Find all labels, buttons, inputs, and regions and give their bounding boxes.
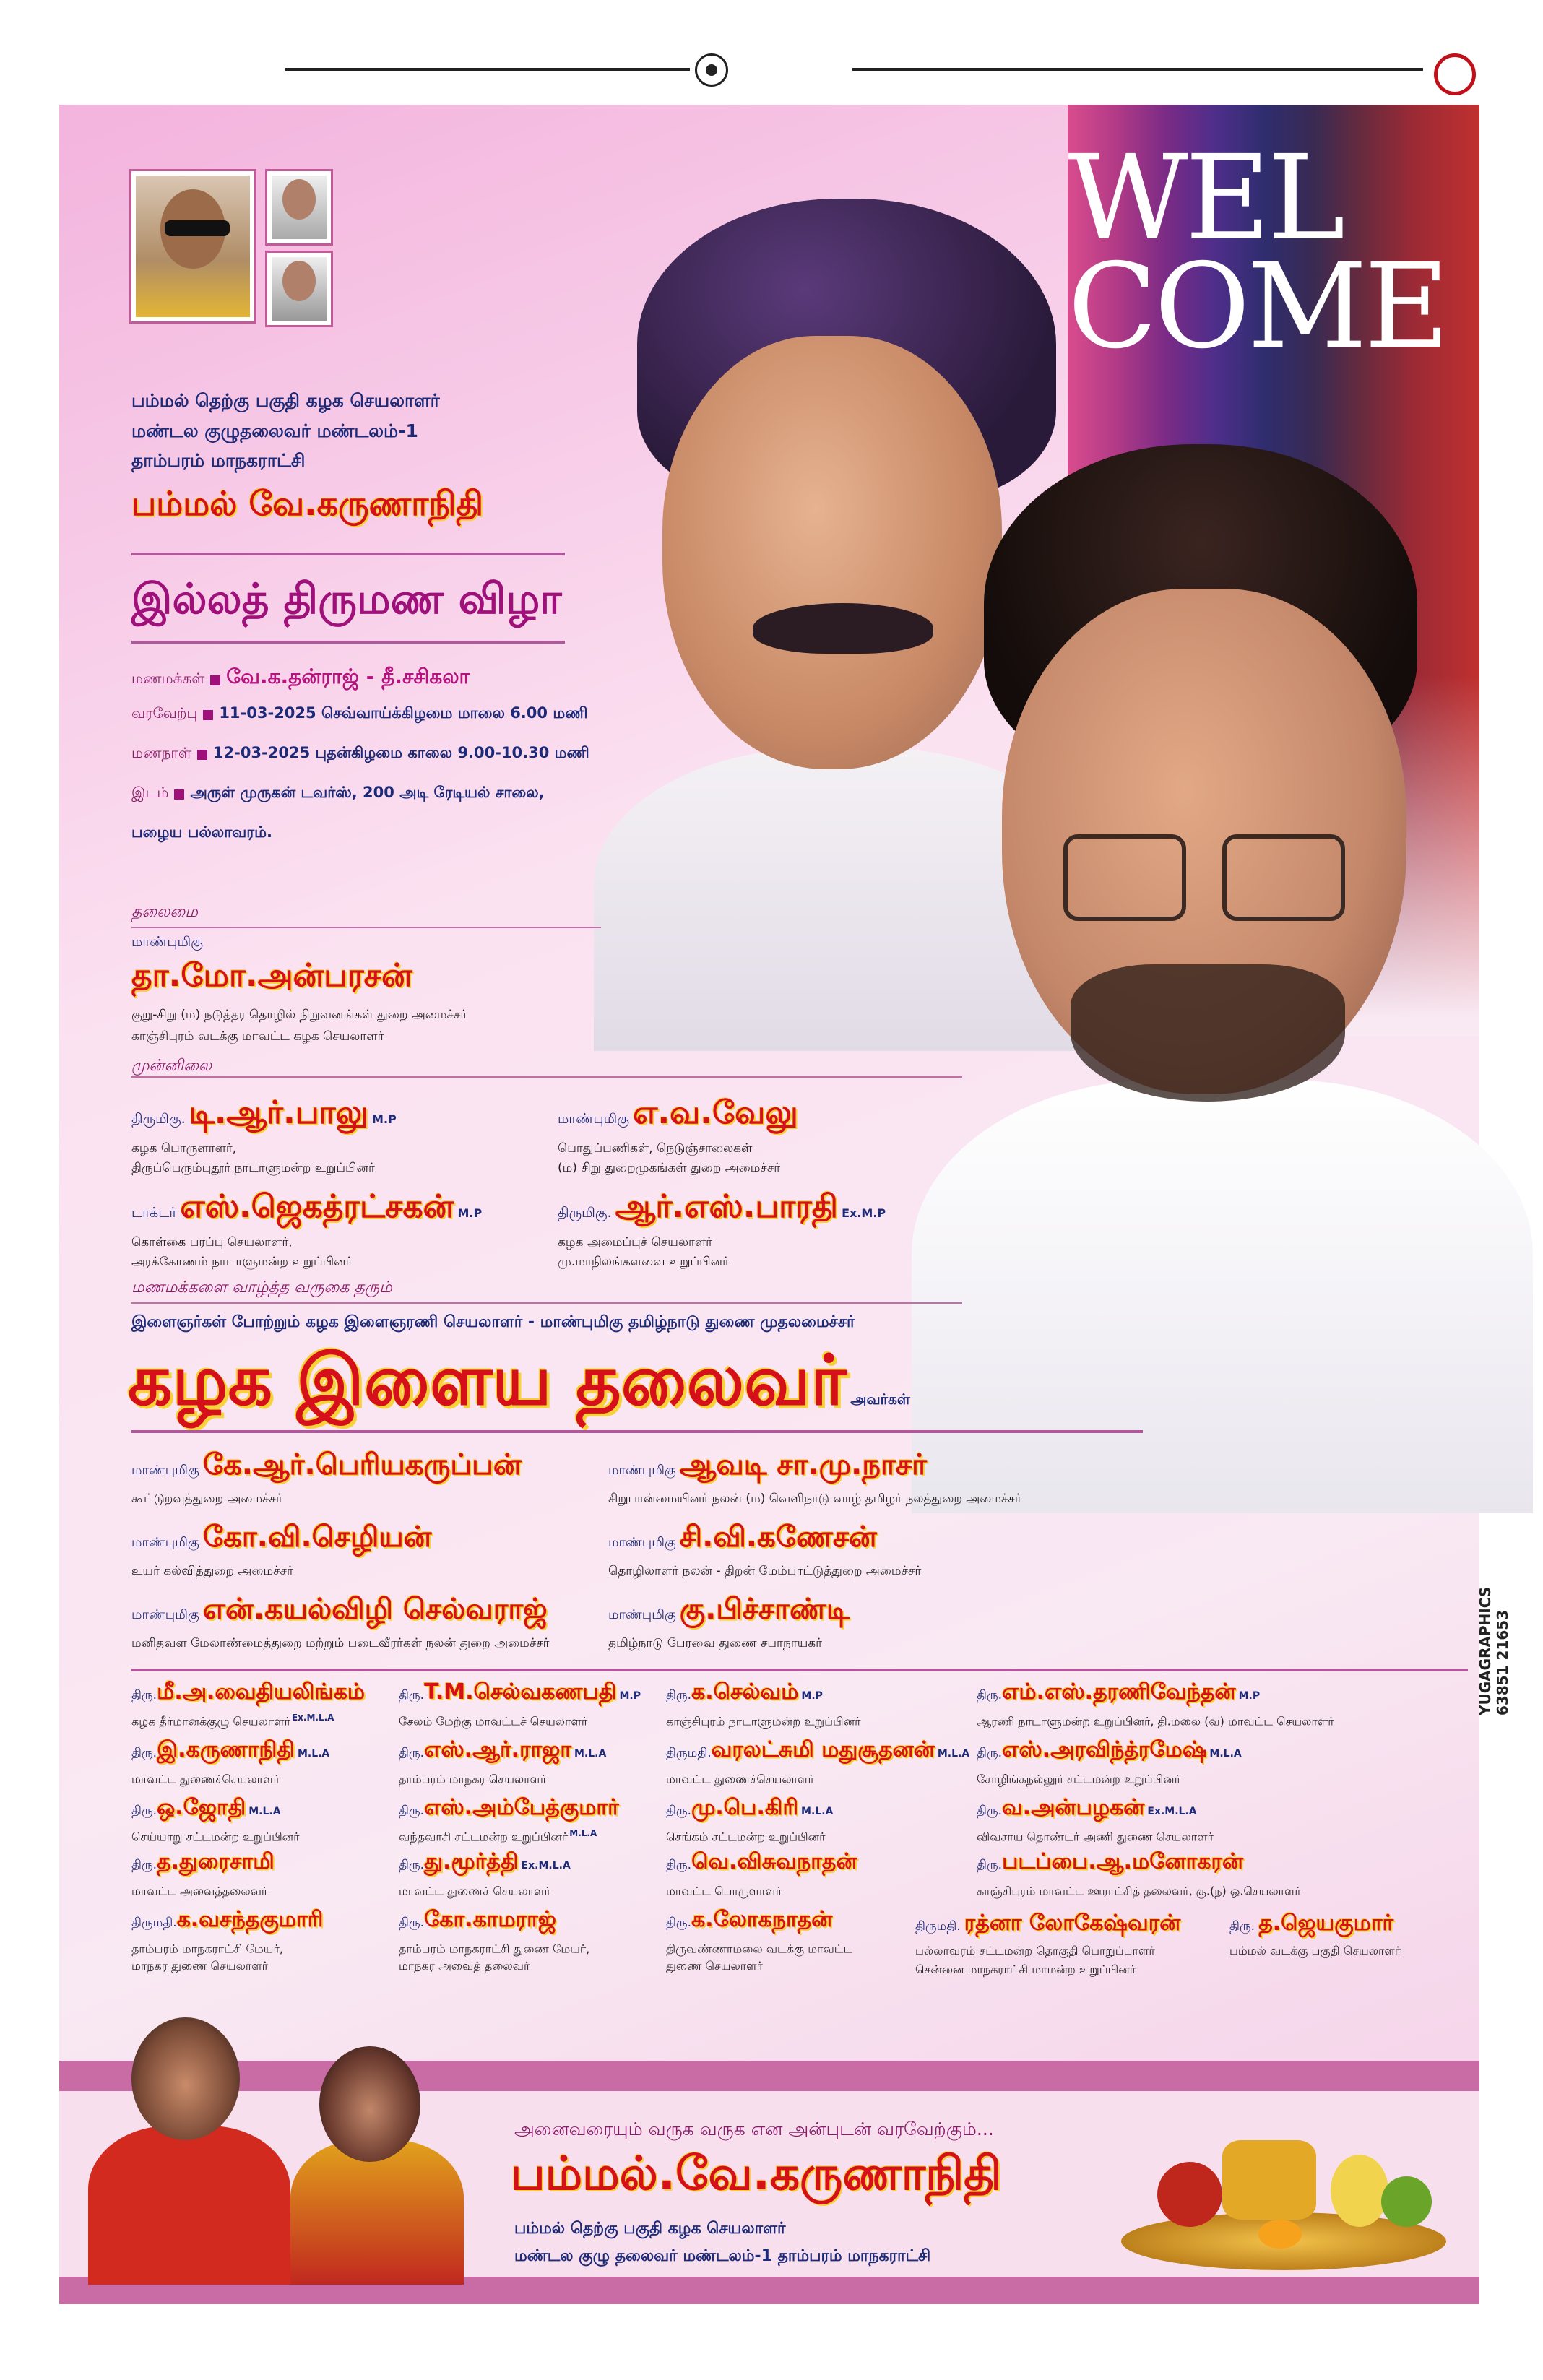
presiding-prefix: மாண்புமிகு xyxy=(131,934,204,950)
chief-tag: மணமக்களை வாழ்த்த வருகை தரும் xyxy=(131,1278,392,1297)
divider xyxy=(131,1076,962,1078)
guest-desc-text: விவசாய தொண்டர் அணி துணை செயலாளர் xyxy=(977,1830,1214,1844)
person-name: த.துரைசாமி xyxy=(157,1849,275,1874)
front-person xyxy=(131,1094,397,1135)
front-person-desc: மு.மாநிலங்களவை உறுப்பினர் xyxy=(558,1255,730,1269)
minister-desc: தமிழ்நாடு பேரவை துணை சபாநாயகர் xyxy=(608,1636,823,1650)
divider xyxy=(131,641,565,644)
person-suffix: M.P xyxy=(457,1206,483,1220)
person-name: எ.வ.வேலு xyxy=(633,1094,798,1131)
minister xyxy=(608,1593,850,1630)
divider xyxy=(131,1302,962,1304)
guest xyxy=(666,1737,969,1765)
front-person-desc: கழக அமைப்புச் செயலாளர் xyxy=(558,1235,713,1250)
guest-desc xyxy=(131,1940,285,1957)
person-name: வ.அன்பழகன் xyxy=(1002,1795,1145,1820)
person-prefix: மாண்புமிகு xyxy=(558,1111,630,1127)
offering-plate-image xyxy=(1114,2111,1453,2277)
event-row-label: வரவேற்பு xyxy=(131,704,198,722)
guest-desc: மாநகர துணை செயலாளர் xyxy=(131,1959,269,1973)
person-name: ஆர்.எஸ்.பாரதி xyxy=(615,1188,838,1225)
guest-desc-text: மாவட்ட பொருளாளர் xyxy=(666,1884,782,1898)
credit-phone: 63851 21653 xyxy=(1494,1609,1511,1715)
front-person-desc: பொதுப்பணிகள், நெடுஞ்சாலைகள் xyxy=(558,1141,753,1156)
divider xyxy=(131,553,565,555)
person-name: கே.ஆர்.பெரியகருப்பன் xyxy=(202,1448,522,1481)
couple-photo xyxy=(74,2017,478,2277)
guest xyxy=(977,1737,1242,1765)
person-prefix: மாண்புமிகு xyxy=(131,1463,199,1478)
guest-desc-text: காஞ்சிபுரம் நாடாளுமன்ற உறுப்பினர் xyxy=(666,1714,861,1728)
guest-desc xyxy=(666,1713,862,1729)
guest xyxy=(131,1737,329,1765)
person-prefix: திருமிகு. xyxy=(558,1205,612,1221)
person-prefix: திரு. xyxy=(399,1746,425,1760)
host-role-1: பம்மல் தெற்கு பகுதி கழக செயலாளர் xyxy=(131,390,440,411)
person-suffix: Ex.M.L.A xyxy=(1147,1806,1197,1817)
person-name: ரத்னா லோகேஷ்வரன் xyxy=(964,1911,1181,1936)
person-name: எம்.எஸ்.தரணிவேந்தன் xyxy=(1002,1679,1236,1705)
person-suffix: M.L.A xyxy=(1209,1748,1242,1760)
guest xyxy=(666,1907,835,1935)
guest xyxy=(399,1795,622,1823)
guest-desc xyxy=(399,1770,548,1787)
event-row-label: மணநாள் xyxy=(131,744,191,761)
guest-desc xyxy=(131,1770,281,1787)
leader-photo-2 xyxy=(267,171,331,243)
guest xyxy=(977,1679,1260,1708)
guest-desc-text: தாம்பரம் மாநகர செயலாளர் xyxy=(399,1772,547,1786)
designer-credit xyxy=(1477,1587,1511,1715)
guest xyxy=(977,1849,1246,1877)
event-row-value: அருள் முருகன் டவர்ஸ், 200 அடி ரேடியல் சாலை, xyxy=(190,784,545,801)
front-person-desc: திருப்பெரும்புதூர் நாடாளுமன்ற உறுப்பினர் xyxy=(131,1161,375,1175)
footer-name: பம்மல்.வே.கருணாநிதி xyxy=(511,2147,1002,2201)
host-role-3: தாம்பரம் மாநகராட்சி xyxy=(131,450,306,471)
divider xyxy=(131,927,601,928)
guest-desc-text: சேலம் மேற்கு மாவட்டச் செயலாளர் xyxy=(399,1714,588,1728)
guest xyxy=(131,1849,277,1877)
person-name: ஆவடி சா.மு.நாசர் xyxy=(679,1448,927,1481)
guest-desc-text: கழக தீர்மானக்குழு செயலாளர் xyxy=(131,1714,290,1728)
divider xyxy=(131,1669,1468,1671)
minister-desc: தொழிலாளர் நலன் - திறன் மேம்பாட்டுத்துறை அமைச்சர் xyxy=(608,1564,922,1578)
front-person xyxy=(558,1094,798,1135)
welcome-heading xyxy=(1068,131,1447,375)
person-prefix: திரு. xyxy=(666,1688,692,1702)
footer-invite: அனைவரையும் வருக வருக என அன்புடன் வரவேற்கும்... xyxy=(514,2119,994,2139)
person-name: மு.பெ.கிரி xyxy=(691,1795,799,1820)
guest-desc xyxy=(666,1828,826,1845)
minister xyxy=(131,1593,548,1630)
person-prefix: திரு. xyxy=(399,1804,425,1818)
guest xyxy=(131,1679,368,1708)
person-prefix: திரு. xyxy=(399,1858,425,1872)
person-name: இ.கருணாநிதி xyxy=(157,1737,295,1762)
guest-desc-text: ஆரணி நாடாளுமன்ற உறுப்பினர், தி.மலை (வ) மாவட்ட செயலாளர் xyxy=(977,1714,1334,1728)
chief-title-row xyxy=(128,1340,910,1430)
guest-desc xyxy=(399,1882,552,1899)
guest-desc-text: மாவட்ட துணைச் செயலாளர் xyxy=(399,1884,550,1898)
person-prefix: டாக்டர் xyxy=(131,1205,177,1221)
minister-desc: சிறுபான்மையினர் நலன் (ம) வெளிநாடு வாழ் தமிழர் நலத்துறை அமைச்சர் xyxy=(608,1492,1021,1506)
person-prefix: திரு. xyxy=(666,1858,692,1872)
person-prefix: திரு. xyxy=(399,1688,425,1702)
person-prefix: திரு. xyxy=(131,1804,157,1818)
guest-desc-text: திருவண்ணாமலை வடக்கு மாவட்ட xyxy=(666,1942,853,1956)
front-person-desc: (ம) சிறு துறைமுகங்கள் துறை அமைச்சர் xyxy=(558,1161,781,1175)
person-prefix: திரு. xyxy=(666,1804,692,1818)
guest xyxy=(977,1795,1197,1823)
event-row-value: வே.க.தன்ராஜ் - தீ.சசிகலா xyxy=(226,665,470,688)
person-prefix: திருமிகு. xyxy=(131,1111,186,1127)
guest-desc xyxy=(131,1713,334,1729)
person-name: கு.பிச்சாண்டி xyxy=(679,1593,850,1626)
chief-title: கழக இளைய தலைவர் xyxy=(128,1340,847,1421)
guest xyxy=(399,1737,606,1765)
person-name: க.வசந்தகுமாரி xyxy=(176,1907,324,1932)
portrait-deputy-chief-minister xyxy=(941,444,1490,1455)
person-suffix: M.P xyxy=(372,1112,397,1126)
person-prefix: திரு. xyxy=(131,1746,157,1760)
page-marker-icon xyxy=(1434,53,1476,95)
person-suffix: M.L.A xyxy=(248,1806,281,1817)
guest-desc: பம்மல் வடக்கு பகுதி செயலாளர் xyxy=(1229,1944,1401,1957)
wedding-advertisement xyxy=(59,105,1511,2304)
guest xyxy=(666,1795,833,1823)
guest-desc-text: மாவட்ட துணைச்செயலாளர் xyxy=(666,1772,814,1786)
event-title: இல்லத் திருமண விழா xyxy=(131,574,562,623)
host-name: பம்மல் வே.கருணாநிதி xyxy=(131,484,484,523)
person-prefix: மாண்புமிகு xyxy=(608,1535,676,1550)
guest-desc: சென்னை மாநகராட்சி மாமன்ற உறுப்பினர் xyxy=(915,1963,1136,1976)
presiding-desc-2: காஞ்சிபுரம் வடக்கு மாவட்ட கழக செயலாளர் xyxy=(131,1029,384,1044)
person-suffix: Ex.M.L.A xyxy=(521,1860,571,1871)
person-suffix: M.L.A xyxy=(801,1806,834,1817)
guest-desc-text: காஞ்சிபுரம் மாவட்ட ஊராட்சித் தலைவர், கு.(ந) ஒ.செயலாளர் xyxy=(977,1884,1301,1898)
event-row-couple xyxy=(131,665,470,691)
person-prefix: திருமதி. xyxy=(915,1919,961,1934)
person-prefix: திரு. xyxy=(666,1916,692,1930)
person-prefix: திரு. xyxy=(977,1804,1003,1818)
guest xyxy=(399,1679,641,1708)
footer-band xyxy=(59,2061,1479,2304)
guest xyxy=(131,1907,326,1935)
event-row-value: 11-03-2025 செவ்வாய்க்கிழமை மாலை 6.00 மணி xyxy=(219,704,588,722)
person-prefix: திரு. xyxy=(977,1746,1003,1760)
guest-desc-text: மாவட்ட துணைச்செயலாளர் xyxy=(131,1772,280,1786)
minister xyxy=(608,1520,877,1557)
person-suffix: M.P xyxy=(1238,1690,1261,1702)
person-name: எஸ்.அம்பேத்குமார் xyxy=(424,1795,619,1820)
leader-photo-1 xyxy=(131,171,254,321)
guest-desc-text: தாம்பரம் மாநகராட்சி துணை மேயர், xyxy=(399,1942,590,1956)
front-heading: முன்னிலை xyxy=(131,1057,212,1075)
person-suffix: M.L.A xyxy=(937,1748,970,1760)
person-prefix: திரு. xyxy=(977,1858,1003,1872)
guest-desc-text: தாம்பரம் மாநகராட்சி மேயர், xyxy=(131,1942,283,1956)
guest-desc xyxy=(399,1940,591,1957)
minister-desc: கூட்டுறவுத்துறை அமைச்சர் xyxy=(131,1492,282,1506)
event-row-wedding-date xyxy=(131,744,589,763)
guest-desc xyxy=(399,1828,597,1845)
guest xyxy=(666,1849,860,1877)
chief-suffix: அவர்கள் xyxy=(850,1390,910,1408)
footer-line-2: மண்டல குழு தலைவர் மண்டலம்-1 தாம்பரம் மாநகராட்சி xyxy=(514,2247,931,2265)
person-name: மீ.அ.வைதியலிங்கம் xyxy=(157,1679,366,1705)
person-name: என்.கயல்விழி செல்வராஜ் xyxy=(202,1593,548,1626)
guest-desc xyxy=(977,1713,1336,1729)
person-name: எஸ்.ஆர்.ராஜா xyxy=(424,1737,571,1762)
event-row-reception xyxy=(131,704,587,724)
person-prefix: திரு. xyxy=(1229,1919,1255,1934)
guest-desc-text: சோழிங்கநல்லூர் சட்டமன்ற உறுப்பினர் xyxy=(977,1772,1181,1786)
presiding-name: தா.மோ.அன்பரசன் xyxy=(131,957,412,994)
guest xyxy=(399,1849,571,1877)
top-rule-right xyxy=(852,68,1423,71)
person-suffix: M.L.A xyxy=(297,1748,330,1760)
person-name: எஸ்.அரவிந்த்ரமேஷ் xyxy=(1002,1737,1207,1762)
leader-photo-3 xyxy=(267,253,331,325)
guest-desc-text: வந்தவாசி சட்டமன்ற உறுப்பினர் xyxy=(399,1830,569,1844)
event-row-label: மணமக்கள் xyxy=(131,670,205,687)
person-suffix: M.L.A xyxy=(574,1748,607,1760)
person-name: கோ.வி.செழியன் xyxy=(202,1520,432,1554)
newspaper-emblem-icon xyxy=(695,53,728,87)
person-prefix: திருமதி. xyxy=(131,1916,177,1930)
person-suffix: M.P xyxy=(619,1690,641,1702)
guest xyxy=(131,1795,281,1823)
person-name: T.M.செல்வகணபதி xyxy=(424,1679,617,1705)
person-name: து.மூர்த்தி xyxy=(424,1849,519,1874)
person-prefix: திரு. xyxy=(399,1916,425,1930)
presiding-heading: தலைமை xyxy=(131,903,198,921)
divider xyxy=(131,1430,1143,1433)
guest-desc xyxy=(399,1713,589,1729)
person-name: எஸ்.ஜெகத்ரட்சகன் xyxy=(180,1188,454,1225)
guest-desc-text: மாவட்ட அவைத்தலைவர் xyxy=(131,1884,268,1898)
chief-line: இளைஞர்கள் போற்றும் கழக இளைஞரணி செயலாளர் - மாண்புமிகு தமிழ்நாடு துணை முதலமைச்சர் xyxy=(131,1313,855,1331)
guest-desc xyxy=(977,1770,1182,1787)
person-name: க.லோகநாதன் xyxy=(691,1907,833,1932)
guest-desc xyxy=(977,1882,1302,1899)
front-person-desc: அரக்கோணம் நாடாளுமன்ற உறுப்பினர் xyxy=(131,1255,353,1269)
guest xyxy=(666,1679,823,1708)
person-prefix: திரு. xyxy=(977,1688,1003,1702)
person-name: கோ.காமராஜ் xyxy=(424,1907,556,1932)
host-role-2: மண்டல குழுதலைவர் மண்டலம்-1 xyxy=(131,420,418,441)
person-name: ஒ.ஜோதி xyxy=(157,1795,246,1820)
welcome-line2: COME xyxy=(1068,239,1447,375)
front-person-desc: கழக பொருளாளர், xyxy=(131,1141,237,1156)
minister-desc: உயர் கல்வித்துறை அமைச்சர் xyxy=(131,1564,293,1578)
footer-line-1: பம்மல் தெற்கு பகுதி கழக செயலாளர் xyxy=(514,2220,786,2238)
minister xyxy=(131,1520,431,1557)
guest xyxy=(915,1911,1180,1939)
person-name: த.ஜெயகுமார் xyxy=(1258,1911,1394,1936)
person-name: வரலட்சுமி மதுசூதனன் xyxy=(711,1737,935,1762)
minister xyxy=(608,1448,927,1485)
person-prefix: திருமதி. xyxy=(666,1746,712,1760)
event-row-label: இடம் xyxy=(131,784,169,801)
guest-desc-suffix: M.L.A xyxy=(569,1828,597,1838)
event-row-value: 12-03-2025 புதன்கிழமை காலை 9.00-10.30 மணி xyxy=(212,744,589,761)
guest-desc xyxy=(666,1882,783,1899)
event-venue-line2: பழைய பல்லாவரம். xyxy=(131,823,272,841)
guest xyxy=(399,1907,559,1935)
credit-studio: YUGAGRAPHICS xyxy=(1477,1586,1494,1715)
person-name: சி.வி.கணேசன் xyxy=(679,1520,877,1554)
guest-desc xyxy=(666,1770,816,1787)
welcome-line1: WEL xyxy=(1068,131,1343,267)
guest-desc: பல்லாவரம் சட்டமன்ற தொகுதி பொறுப்பாளர் xyxy=(915,1944,1155,1957)
person-name: படப்பை.ஆ.மனோகரன் xyxy=(1002,1849,1244,1874)
front-person-desc: கொள்கை பரப்பு செயலாளர், xyxy=(131,1235,293,1250)
front-person xyxy=(131,1188,482,1229)
person-prefix: மாண்புமிகு xyxy=(131,1607,199,1622)
person-prefix: திரு. xyxy=(131,1688,157,1702)
person-name: டி.ஆர்.பாலு xyxy=(189,1094,368,1131)
person-suffix: Ex.M.P xyxy=(842,1206,886,1220)
guest-desc: துணை செயலாளர் xyxy=(666,1959,763,1973)
front-person xyxy=(558,1188,886,1229)
person-prefix: மாண்புமிகு xyxy=(608,1607,676,1622)
guest xyxy=(1229,1911,1393,1939)
minister xyxy=(131,1448,522,1485)
guest-desc xyxy=(666,1940,854,1957)
person-suffix: M.P xyxy=(801,1690,823,1702)
guest-desc-text: செய்யாறு சட்டமன்ற உறுப்பினர் xyxy=(131,1830,300,1844)
person-name: க.செல்வம் xyxy=(691,1679,799,1705)
person-name: வெ.விசுவநாதன் xyxy=(691,1849,857,1874)
presiding-desc-1: குறு-சிறு (ம) நடுத்தர தொழில் நிறுவனங்கள் துறை அமைச்சர் xyxy=(131,1008,467,1022)
guest-desc: மாநகர அவைத் தலைவர் xyxy=(399,1959,530,1973)
guest-desc xyxy=(977,1828,1215,1845)
guest-desc xyxy=(131,1828,301,1845)
top-rule-left xyxy=(285,68,690,71)
minister-desc: மனிதவள மேலாண்மைத்துறை மற்றும் படைவீரர்கள் நலன் துறை அமைச்சர் xyxy=(131,1636,550,1650)
guest-desc xyxy=(131,1882,269,1899)
guest-desc-suffix: Ex.M.L.A xyxy=(291,1713,334,1723)
person-prefix: மாண்புமிகு xyxy=(131,1535,199,1550)
event-row-venue xyxy=(131,784,545,803)
person-prefix: திரு. xyxy=(131,1858,157,1872)
guest-desc-text: செங்கம் சட்டமன்ற உறுப்பினர் xyxy=(666,1830,826,1844)
person-prefix: மாண்புமிகு xyxy=(608,1463,676,1478)
